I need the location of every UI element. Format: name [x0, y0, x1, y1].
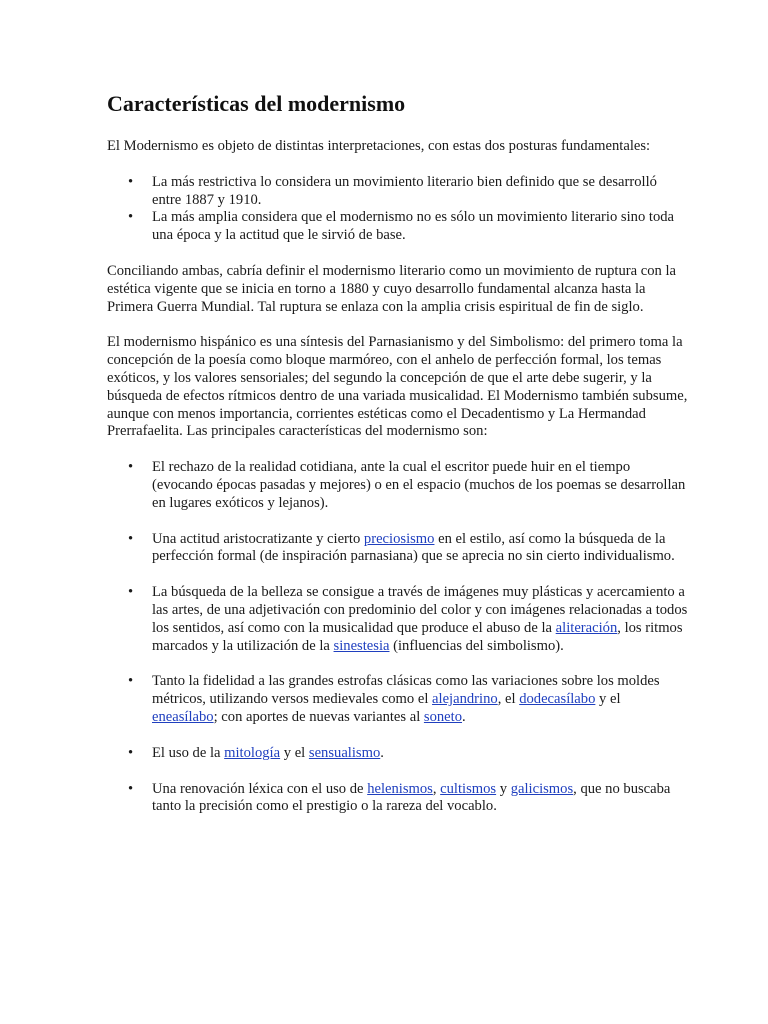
list-item: • Una renovación léxica con el uso de helenismos, cultismos y galicismos, que no buscaba tanto la precisión como el prestigio o la rareza del vocablo.	[152, 781, 688, 817]
list-item: • El rechazo de la realidad cotidiana, ante la cual el escritor puede huir en el tiempo (evocando épocas pasadas y mejores) o en el espacio (muchos de los poemas se desarrollan en lugares exóticos y lejanos).	[152, 459, 688, 512]
list-item: • La más amplia considera que el modernismo no es sólo un movimiento literario sino toda una época y la actitud que le sirvió de base.	[152, 209, 688, 245]
link-sinestesia[interactable]: sinestesia	[333, 637, 390, 654]
definition-paragraph: Conciliando ambas, cabría definir el modernismo literario como un movimiento de ruptura con la estética vigente que se inicia en torno a 1880 y cuyo desarrollo fundamental alcanza hasta la Primera Guerra Mundial. Tal ruptura se enlaza con la amplia crisis espiritual de fin de siglo.	[107, 262, 676, 315]
features-list	[107, 459, 688, 816]
link-galicismos[interactable]: galicismos	[510, 780, 574, 797]
link-eneasilabo[interactable]: eneasílabo	[152, 708, 214, 725]
link-sensualismo[interactable]: sensualismo	[308, 744, 381, 761]
list-item: • Una actitud aristocratizante y cierto preciosismo en el estilo, así como la búsqueda de la perfección formal (de inspiración parnasiana) que se aprecia no sin cierto individualismo.	[152, 531, 688, 567]
link-dodecasilabo[interactable]: dodecasílabo	[519, 691, 596, 708]
list-item: • La búsqueda de la belleza se consigue a través de imágenes muy plásticas y acercamiento a las artes, de una adjetivación con predominio del color y con imágenes relacionadas a todos los sentidos, así como con la musicalidad que produce el abuso de la aliteración, los ritmos marcados y la utilización de la sinestesia (influencias del simbolismo).	[152, 584, 688, 655]
link-alejandrino[interactable]: alejandrino	[432, 691, 498, 708]
synthesis-paragraph: El modernismo hispánico es una síntesis del Parnasianismo y del Simbolismo: del primero toma la concepción de la poesía como bloque marmóreo, con el anhelo de perfección formal, los temas exóticos, y los valores sensoriales; del segundo la concepción de que el arte debe sugerir, y la búsqueda de efectos rítmicos dentro de una variada musicalidad. El Modernismo también subsume, aunque con menos importancia, corrientes estéticas como el Decadentismo y La Hermandad Prerrafaelita. Las principales características del modernismo son:	[107, 334, 688, 440]
list-item: • La más restrictiva lo considera un movimiento literario bien definido que se desarrolló entre 1887 y 1910.	[152, 174, 688, 210]
postures-list	[107, 174, 688, 245]
link-preciosismo[interactable]: preciosismo	[363, 530, 435, 547]
list-item: • Tanto la fidelidad a las grandes estrofas clásicas como las variaciones sobre los moldes métricos, utilizando versos medievales como el alejandrino, el dodecasílabo y el eneasílabo; con aportes de nuevas variantes al soneto.	[152, 673, 688, 726]
link-soneto[interactable]: soneto	[423, 708, 463, 725]
page-title: Características del modernismo	[107, 91, 406, 116]
link-helenismos[interactable]: helenismos	[367, 780, 433, 797]
list-item: • El uso de la mitología y el sensualismo.	[152, 745, 688, 763]
link-cultismos[interactable]: cultismos	[440, 780, 497, 797]
link-aliteracion[interactable]: aliteración	[555, 619, 618, 636]
intro-paragraph: El Modernismo es objeto de distintas interpretaciones, con estas dos posturas fundamentales:	[107, 138, 651, 154]
link-mitologia[interactable]: mitología	[224, 744, 281, 761]
